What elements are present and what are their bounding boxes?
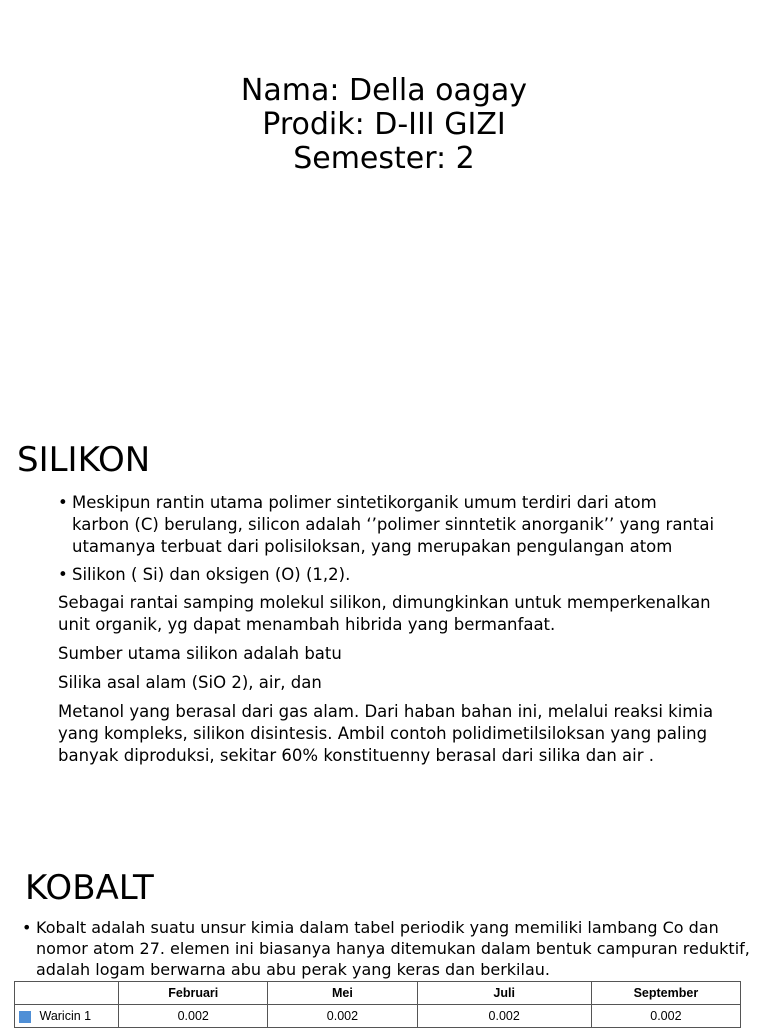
kobalt-slide (0, 860, 768, 1024)
bullet-text: Kobalt adalah suatu unsur kimia dalam tabel periodik yang memiliki lambang Co dan nomor atom 27. elemen ini biasanya hanya ditemukan dalam bentuk campuran reduktif, adalah logam berwarna abu abu perak yang keras dan berkilau. (36, 918, 750, 979)
column-header-februari: Februari (119, 982, 268, 1005)
silikon-paragraph-3: Silika asal alam (SiO 2), air, dan (58, 673, 322, 692)
table-cell: 0.002 (417, 1005, 591, 1028)
row-label: Waricin 1 (39, 1009, 92, 1023)
student-name-line: Nama: Della oagay (240, 73, 528, 108)
silikon-paragraph-1: Sebagai rantai samping molekul silikon, dimungkinkan untuk memperkenalkan unit organik, yg dapat menambah hibrida yang bermanfaat. (58, 593, 711, 634)
table-corner-cell (15, 982, 119, 1005)
bullet-text: Silikon ( Si) dan oksigen (O) (1,2). (72, 565, 351, 584)
silikon-paragraph-2: Sumber utama silikon adalah batu (58, 644, 342, 663)
semester-line: Semester: 2 (293, 141, 475, 176)
kobalt-bullet (22, 917, 757, 980)
silikon-bullet-1 (58, 492, 718, 558)
table-cell: 0.002 (119, 1005, 268, 1028)
column-header-mei: Mei (268, 982, 417, 1005)
kobalt-heading: KOBALT (25, 868, 154, 908)
bullet-dot-icon: • (58, 493, 68, 512)
column-header-juli: Juli (417, 982, 591, 1005)
table-header-row (15, 982, 741, 1005)
legend-swatch-icon (19, 1011, 31, 1023)
silikon-paragraph-4: Metanol yang berasal dari gas alam. Dari haban bahan ini, melalui reaksi kimia yang kompleks, silikon disintesis. Ambil contoh polidimetilsiloksan yang paling banyak diproduksi, sekitar 60% konstituenny berasal dari silika dan air . (58, 702, 714, 765)
study-program-line: Prodik: D-III GIZI (262, 107, 506, 142)
kobalt-data-table (14, 981, 741, 1028)
table-row (15, 1005, 741, 1028)
silikon-content (58, 492, 718, 774)
column-header-september: September (591, 982, 740, 1005)
silikon-slide (0, 430, 768, 840)
table-cell: 0.002 (591, 1005, 740, 1028)
title-slide (0, 0, 768, 420)
row-label-cell (15, 1005, 119, 1028)
bullet-text: Meskipun rantin utama polimer sintetikorganik umum terdiri dari atom karbon (C) berulang, silicon adalah ‘’polimer sinntetik anorganik’’ yang rantai utamanya terbuat dari polisiloksan, yang merupakan pengulangan atom (72, 493, 715, 556)
bullet-dot-icon: • (22, 918, 32, 937)
bullet-dot-icon: • (58, 565, 68, 584)
table-cell: 0.002 (268, 1005, 417, 1028)
title-block (0, 74, 768, 176)
silikon-bullet-2 (58, 564, 718, 586)
kobalt-content (22, 917, 757, 986)
silikon-heading: SILIKON (17, 440, 151, 480)
